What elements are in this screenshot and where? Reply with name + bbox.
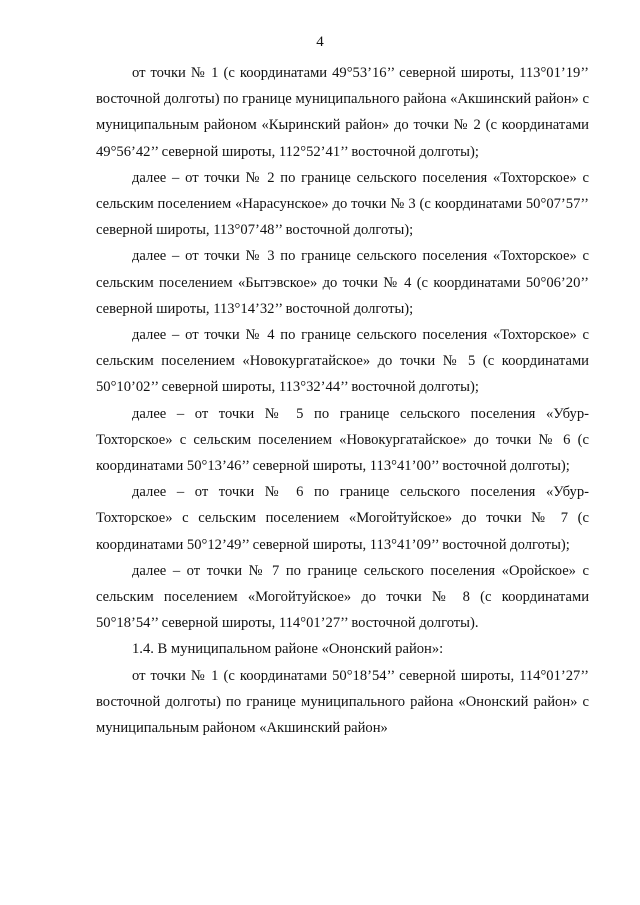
section-heading-ononsky: 1.4. В муниципальном районе «Ононский район»: bbox=[132, 641, 444, 658]
paragraph-ononsky-point-1: от точки № 1 (с координатами 50°18’54’’ северной широты, 114°01’27’’ восточной долготы) по границе муниципального района «Ононский район» с муниципальным районом «Акшинский район» bbox=[96, 667, 589, 737]
paragraph-point-5-ubur-tokhtorskoe: далее – от точки № 5 по границе сельского поселения «Убур-Тохторское» с сельским поселением «Новокургатайское» до точки № 6 (с координатами 50°13’46’’ северной широты, 113°41’00’’ восточной долготы); bbox=[96, 405, 589, 475]
paragraph-point-4-tokhtorskoe: далее – от точки № 4 по границе сельского поселения «Тохторское» с сельским поселением «Новокургатайское» до точки № 5 (с координатами 50°10’02’’ северной широты, 113°32’44’’ восточной долготы); bbox=[96, 327, 589, 396]
paragraph-point-2-tokhtorskoe: далее – от точки № 2 по границе сельского поселения «Тохторское» с сельским поселением «Нарасунское» до точки № 3 (с координатами 50°07’57’’ северной широты, 113°07’48’’ восточной долготы); bbox=[96, 169, 589, 239]
paragraph-point-7-oroyskoe: далее – от точки № 7 по границе сельского поселения «Оройское» с сельским поселением «Могойтуйское» до точки № 8 (с координатами 50°18’54’’ северной широты, 114°01’27’’ восточной долготы). bbox=[96, 562, 589, 632]
paragraph-point-1-akshinsky: от точки № 1 (с координатами 49°53’16’’ северной широты, 113°01’19’’ восточной долготы) по границе муниципального района «Акшинский район» с муниципальным районом «Кыринский район» до точки № 2 (с координатами 49°56’42’’ северной широты, 112°52’41’’ восточной долготы); bbox=[96, 65, 589, 160]
paragraph-point-6-ubur-tokhtorskoe: далее – от точки № 6 по границе сельского поселения «Убур-Тохторское» с сельским поселением «Могойтуйское» до точки № 7 (с координатами 50°12’49’’ северной широты, 113°41’09’’ восточной долготы); bbox=[96, 484, 589, 553]
page-number: 4 bbox=[316, 34, 324, 50]
paragraph-point-3-tokhtorskoe: далее – от точки № 3 по границе сельского поселения «Тохторское» с сельским поселением «Бытэвское» до точки № 4 (с координатами 50°06’20’’ северной широты, 113°14’32’’ восточной долготы); bbox=[96, 248, 589, 317]
document-body bbox=[96, 60, 589, 741]
